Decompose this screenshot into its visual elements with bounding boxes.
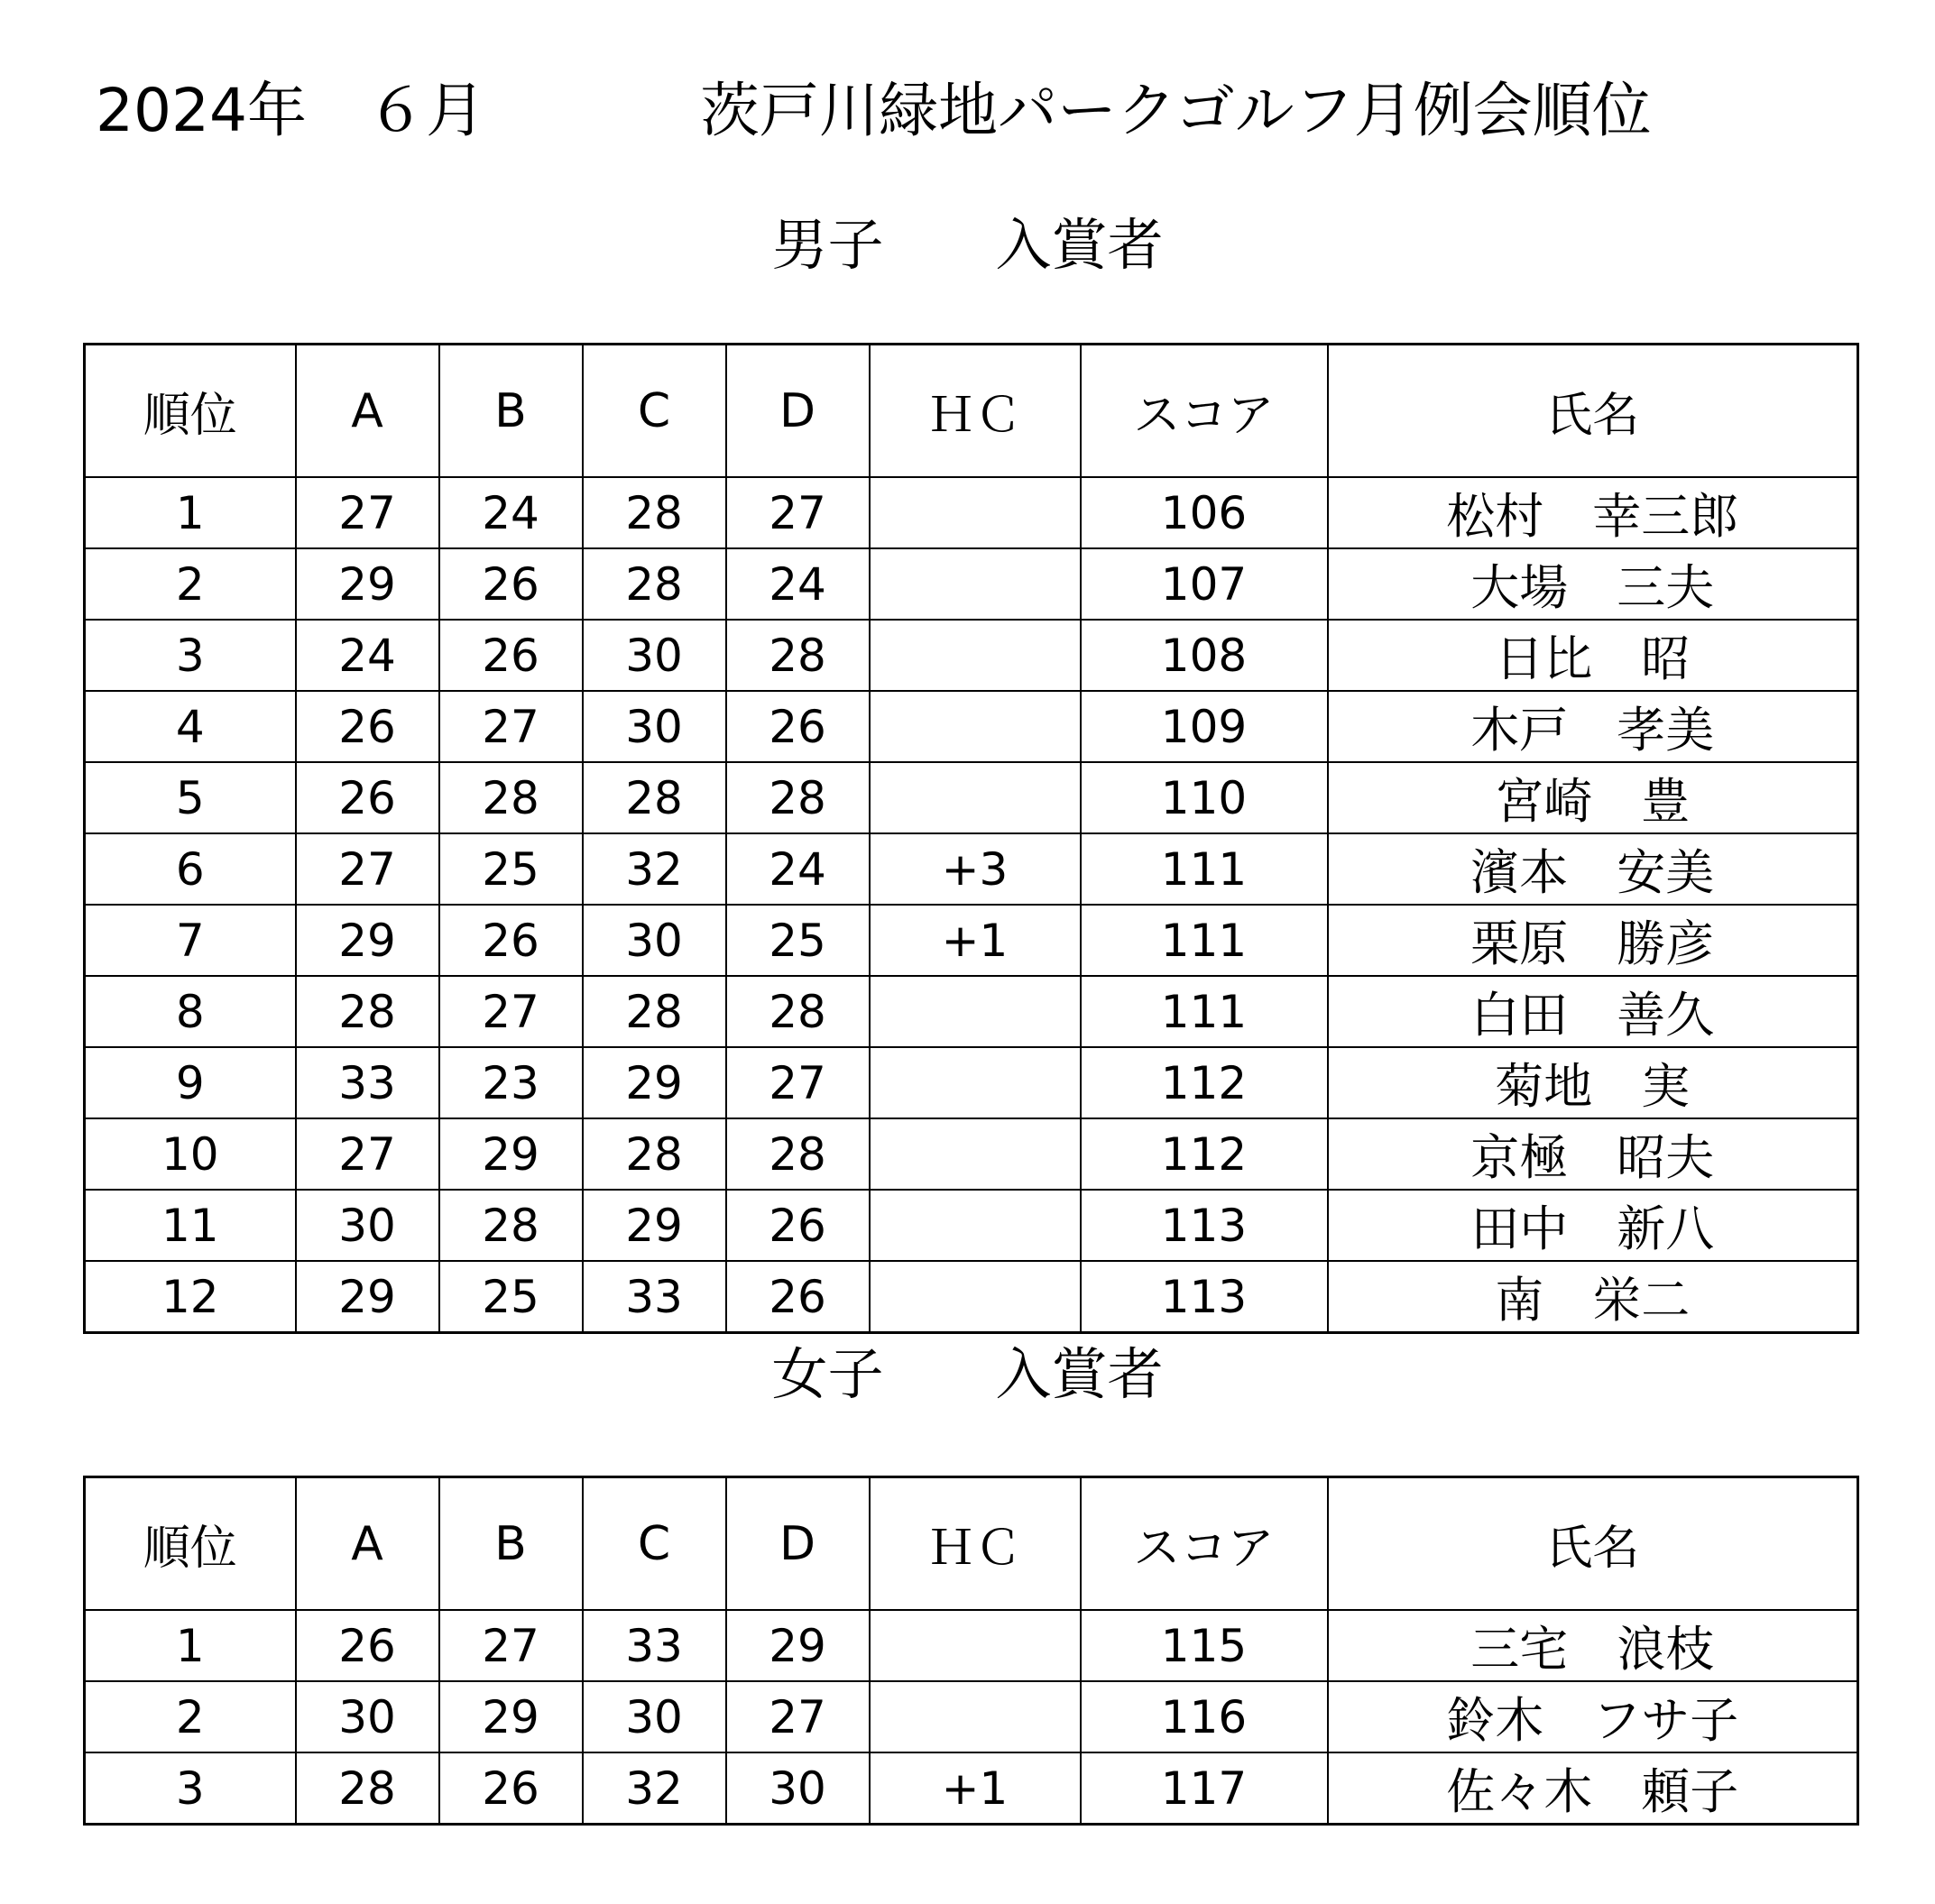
column-header-name: 氏名 (1328, 345, 1858, 478)
cell-hole-a: 28 (296, 976, 439, 1047)
cell-hole-b: 27 (439, 691, 583, 762)
cell-rank: 11 (85, 1190, 296, 1261)
cell-rank: 1 (85, 477, 296, 548)
table-row (85, 477, 1858, 548)
cell-hole-b: 26 (439, 1752, 583, 1825)
cell-player-name: 日比 昭 (1328, 620, 1858, 691)
table-row (85, 976, 1858, 1047)
cell-score: 115 (1081, 1610, 1328, 1681)
cell-hole-b: 29 (439, 1681, 583, 1752)
cell-player-name: 田中 新八 (1328, 1190, 1858, 1261)
cell-player-name: 宮崎 豊 (1328, 762, 1858, 833)
cell-handicap (870, 691, 1081, 762)
cell-rank: 12 (85, 1261, 296, 1333)
cell-player-name: 大場 三夫 (1328, 548, 1858, 620)
cell-score: 111 (1081, 976, 1328, 1047)
cell-hole-d: 28 (726, 976, 870, 1047)
cell-hole-d: 27 (726, 1047, 870, 1118)
cell-hole-d: 25 (726, 905, 870, 976)
cell-player-name: 濱本 安美 (1328, 833, 1858, 905)
column-header-rank: 順位 (85, 1477, 296, 1611)
cell-rank: 8 (85, 976, 296, 1047)
cell-hole-a: 30 (296, 1681, 439, 1752)
cell-hole-b: 28 (439, 1190, 583, 1261)
cell-rank: 3 (85, 1752, 296, 1825)
column-header-hc: ＨＣ (870, 1477, 1081, 1611)
table-row (85, 762, 1858, 833)
cell-rank: 10 (85, 1118, 296, 1190)
table-row (85, 833, 1858, 905)
cell-player-name: 白田 善久 (1328, 976, 1858, 1047)
cell-hole-c: 28 (583, 976, 726, 1047)
table-row (85, 1047, 1858, 1118)
cell-score: 109 (1081, 691, 1328, 762)
cell-hole-d: 26 (726, 1261, 870, 1333)
cell-hole-a: 24 (296, 620, 439, 691)
cell-hole-a: 30 (296, 1190, 439, 1261)
cell-hole-b: 29 (439, 1118, 583, 1190)
cell-hole-d: 28 (726, 620, 870, 691)
cell-hole-c: 30 (583, 691, 726, 762)
cell-hole-a: 26 (296, 762, 439, 833)
cell-hole-b: 26 (439, 548, 583, 620)
cell-player-name: 佐々木 頼子 (1328, 1752, 1858, 1825)
cell-player-name: 南 栄二 (1328, 1261, 1858, 1333)
cell-score: 111 (1081, 833, 1328, 905)
women-results-table (83, 1476, 1859, 1826)
cell-handicap (870, 548, 1081, 620)
men-results-table (83, 343, 1859, 1334)
table-row (85, 1261, 1858, 1333)
cell-hole-d: 28 (726, 762, 870, 833)
cell-rank: 3 (85, 620, 296, 691)
cell-player-name: 菊地 実 (1328, 1047, 1858, 1118)
cell-hole-a: 28 (296, 1752, 439, 1825)
cell-hole-b: 28 (439, 762, 583, 833)
cell-score: 108 (1081, 620, 1328, 691)
men-section-title: 男子 入賞者 (771, 212, 1164, 278)
cell-hole-d: 30 (726, 1752, 870, 1825)
cell-handicap (870, 620, 1081, 691)
cell-hole-c: 28 (583, 1118, 726, 1190)
cell-handicap: +3 (870, 833, 1081, 905)
cell-hole-d: 27 (726, 477, 870, 548)
column-header-b: B (439, 1477, 583, 1611)
cell-handicap (870, 762, 1081, 833)
table-header-row (85, 1477, 1858, 1611)
cell-hole-a: 27 (296, 477, 439, 548)
cell-rank: 7 (85, 905, 296, 976)
men-results-body (85, 477, 1858, 1333)
cell-hole-b: 27 (439, 1610, 583, 1681)
cell-handicap (870, 1610, 1081, 1681)
cell-rank: 2 (85, 548, 296, 620)
cell-hole-b: 26 (439, 905, 583, 976)
cell-player-name: 松村 幸三郎 (1328, 477, 1858, 548)
cell-score: 113 (1081, 1261, 1328, 1333)
cell-score: 111 (1081, 905, 1328, 976)
cell-player-name: 木戸 孝美 (1328, 691, 1858, 762)
cell-hole-a: 26 (296, 691, 439, 762)
column-header-b: B (439, 345, 583, 478)
cell-hole-b: 27 (439, 976, 583, 1047)
report-date: 2024年 ６月 (96, 76, 485, 145)
cell-hole-d: 27 (726, 1681, 870, 1752)
table-row (85, 1610, 1858, 1681)
table-row (85, 1681, 1858, 1752)
cell-hole-c: 30 (583, 1681, 726, 1752)
cell-hole-c: 29 (583, 1047, 726, 1118)
cell-hole-c: 29 (583, 1190, 726, 1261)
cell-hole-b: 25 (439, 833, 583, 905)
cell-hole-c: 33 (583, 1261, 726, 1333)
cell-rank: 1 (85, 1610, 296, 1681)
cell-hole-c: 28 (583, 548, 726, 620)
cell-handicap (870, 1190, 1081, 1261)
table-row (85, 1118, 1858, 1190)
cell-hole-d: 26 (726, 1190, 870, 1261)
cell-hole-b: 25 (439, 1261, 583, 1333)
table-row (85, 905, 1858, 976)
cell-handicap (870, 1681, 1081, 1752)
cell-score: 107 (1081, 548, 1328, 620)
cell-hole-a: 29 (296, 1261, 439, 1333)
page-header (96, 70, 1810, 152)
cell-hole-b: 23 (439, 1047, 583, 1118)
column-header-score: スコア (1081, 345, 1328, 478)
cell-handicap: +1 (870, 905, 1081, 976)
cell-hole-b: 26 (439, 620, 583, 691)
cell-hole-d: 26 (726, 691, 870, 762)
cell-hole-c: 32 (583, 833, 726, 905)
cell-rank: 4 (85, 691, 296, 762)
column-header-name: 氏名 (1328, 1477, 1858, 1611)
cell-hole-a: 33 (296, 1047, 439, 1118)
cell-player-name: 三宅 浪枝 (1328, 1610, 1858, 1681)
cell-handicap (870, 1047, 1081, 1118)
column-header-a: A (296, 345, 439, 478)
column-header-hc: ＨＣ (870, 345, 1081, 478)
cell-hole-a: 29 (296, 548, 439, 620)
cell-handicap (870, 1261, 1081, 1333)
column-header-c: C (583, 1477, 726, 1611)
cell-score: 116 (1081, 1681, 1328, 1752)
cell-rank: 5 (85, 762, 296, 833)
cell-score: 112 (1081, 1047, 1328, 1118)
cell-score: 117 (1081, 1752, 1328, 1825)
cell-rank: 9 (85, 1047, 296, 1118)
cell-handicap (870, 1118, 1081, 1190)
column-header-d: D (726, 1477, 870, 1611)
cell-score: 112 (1081, 1118, 1328, 1190)
cell-hole-c: 30 (583, 905, 726, 976)
cell-hole-c: 28 (583, 477, 726, 548)
cell-player-name: 栗原 勝彦 (1328, 905, 1858, 976)
cell-hole-d: 29 (726, 1610, 870, 1681)
column-header-score: スコア (1081, 1477, 1328, 1611)
cell-hole-d: 28 (726, 1118, 870, 1190)
cell-handicap (870, 976, 1081, 1047)
cell-player-name: 京極 昭夫 (1328, 1118, 1858, 1190)
cell-hole-a: 26 (296, 1610, 439, 1681)
cell-hole-c: 30 (583, 620, 726, 691)
cell-rank: 6 (85, 833, 296, 905)
table-row (85, 691, 1858, 762)
cell-hole-c: 32 (583, 1752, 726, 1825)
table-row (85, 1752, 1858, 1825)
cell-handicap (870, 477, 1081, 548)
column-header-d: D (726, 345, 870, 478)
women-results-body (85, 1610, 1858, 1825)
cell-score: 110 (1081, 762, 1328, 833)
table-header-row (85, 345, 1858, 478)
cell-rank: 2 (85, 1681, 296, 1752)
column-header-c: C (583, 345, 726, 478)
table-row (85, 620, 1858, 691)
cell-hole-a: 27 (296, 833, 439, 905)
cell-hole-c: 33 (583, 1610, 726, 1681)
cell-score: 113 (1081, 1190, 1328, 1261)
cell-hole-b: 24 (439, 477, 583, 548)
cell-hole-a: 29 (296, 905, 439, 976)
cell-hole-d: 24 (726, 833, 870, 905)
cell-handicap: +1 (870, 1752, 1081, 1825)
cell-hole-d: 24 (726, 548, 870, 620)
cell-player-name: 鈴木 フサ子 (1328, 1681, 1858, 1752)
cell-score: 106 (1081, 477, 1328, 548)
column-header-rank: 順位 (85, 345, 296, 478)
table-row (85, 1190, 1858, 1261)
women-section-title: 女子 入賞者 (771, 1341, 1164, 1407)
cell-hole-c: 28 (583, 762, 726, 833)
column-header-a: A (296, 1477, 439, 1611)
page-title: 茨戸川緑地パークゴルフ月例会順位 (700, 76, 1652, 145)
table-row (85, 548, 1858, 620)
cell-hole-a: 27 (296, 1118, 439, 1190)
